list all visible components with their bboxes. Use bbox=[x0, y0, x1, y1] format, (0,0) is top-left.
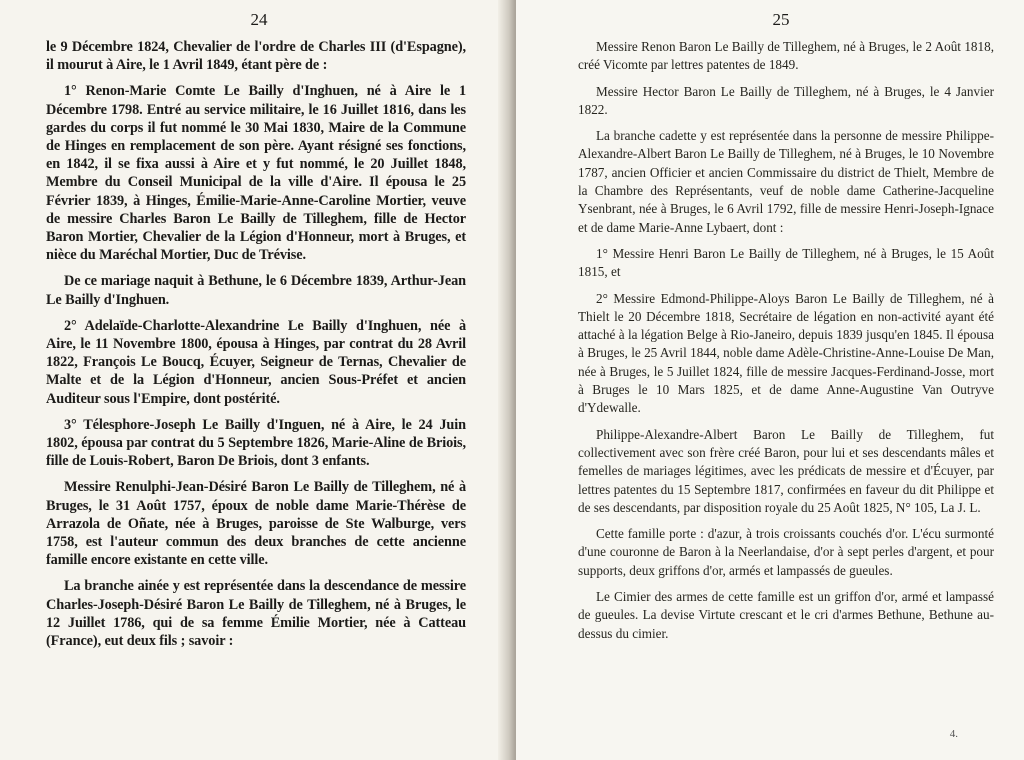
right-paragraph: Philippe-Alexandre-Albert Baron Le Bailly de Tilleghem, fut collectivement avec son frère créé Baron, pour lui et ses descendants mâles et femelles de mariages légitimes, avec les prédicats de messire et d'Écuyer, par lettres patentes du 15 Septembre 1817, confirmées en faveur du dit Philippe et de ses descendants, par disposition royale du 25 Août 1825, N° 105, La J. L. bbox=[578, 426, 994, 515]
left-paragraph: 3° Télesphore-Joseph Le Bailly d'Inguen, né à Aire, le 24 Juin 1802, épousa par contrat du 5 Septembre 1826, Marie-Aline de Briois, fille de Louis-Robert, Baron De Briois, dont 3 enfants. bbox=[46, 416, 466, 470]
right-paragraph: Le Cimier des armes de cette famille est un griffon d'or, armé et lampassé de gueules. La devise Virtute crescant et le cri d'armes Bethune, Bethune au-dessus du cimier. bbox=[578, 589, 994, 641]
signature-mark: 4. bbox=[949, 728, 958, 740]
right-paragraph: Messire Hector Baron Le Bailly de Tilleghem, né à Bruges, le 4 Janvier 1822. bbox=[578, 83, 994, 117]
left-page-number: 24 bbox=[250, 10, 268, 29]
right-paragraph: Cette famille porte : d'azur, à trois croissants couchés d'or. L'écu surmonté d'une couronne de Baron à la Neerlandaise, d'or à sept perles d'argent, et pour supports, deux griffons d'or, armés et lampassés de gueules. bbox=[578, 526, 994, 578]
right-page-number: 25 bbox=[772, 10, 790, 29]
right-paragraph: 1° Messire Henri Baron Le Bailly de Tilleghem, né à Bruges, le 15 Août 1815, et bbox=[578, 245, 994, 280]
left-page bbox=[0, 0, 510, 760]
right-page bbox=[516, 0, 1024, 760]
left-paragraph: La branche ainée y est représentée dans la descendance de messire Charles-Joseph-Désiré Baron Le Bailly de Tilleghem, né à Bruges, le 12 Juillet 1786, qui de sa femme Émilie Mortier, née à Catteau (France), eut deux fils ; savoir : bbox=[46, 578, 466, 650]
left-paragraph: 2° Adelaïde-Charlotte-Alexandrine Le Bailly d'Inghuen, née à Aire, le 11 Novembre 1800, épousa à Hinges, par contrat du 28 Avril 1822, François Le Boucq, Écuyer, Seigneur de Ternas, Chevalier de Malte et de la Légion d'Honneur, ancien Sous-Préfet et ancien Auditeur sous l'Empire, dont postérité. bbox=[46, 317, 466, 407]
right-paragraph: Messire Renon Baron Le Bailly de Tilleghem, né à Bruges, le 2 Août 1818, créé Vicomte par lettres patentes de 1849. bbox=[578, 39, 994, 73]
right-paragraph: 2° Messire Edmond-Philippe-Aloys Baron Le Bailly de Tilleghem, né à Thielt le 20 Décembre 1818, Secrétaire de légation en non-activité ayant été attaché à la légation Belge à Rio-Janeiro, depuis 1839 jusqu'en 1845. Il épousa à Bruges, le 25 Avril 1844, noble dame Adèle-Christine-Anne-Louise De Man, née à Bruges, le 5 Juillet 1824, fille de messire Jacques-Ferdinand-Josse, mort à Bruges le 10 Mars 1825, et de dame Anne-Augustine Van Outryve d'Ydewalle. bbox=[578, 290, 994, 416]
left-paragraph: De ce mariage naquit à Bethune, le 6 Décembre 1839, Arthur-Jean Le Bailly d'Inghuen. bbox=[46, 273, 466, 308]
left-paragraph: Messire Renulphi-Jean-Désiré Baron Le Bailly de Tilleghem, né à Bruges, le 31 Août 1757, époux de noble dame Marie-Thérèse de Arrazola de Oñate, née à Bruges, paroisse de Ste Walburge, vers 1758, est l'auteur commun des deux branches de cette ancienne famille encore existante en cette ville. bbox=[46, 479, 466, 569]
left-paragraph: 1° Renon-Marie Comte Le Bailly d'Inghuen, né à Aire le 1 Décembre 1798. Entré au service militaire, le 16 Juillet 1816, dans les gardes du corps il fut nommé le 30 Mai 1830, Maire de la Commune de Hinges en remplacement de son père. Ayant résigné ses fonctions, en 1842, il se fixa aussi à Aire et y fut nommé, le 20 Juillet 1848, Membre du Conseil Municipal de la ville d'Aire. Il épousa le 25 Février 1839, à Hinges, Émilie-Marie-Anne-Caroline Mortier, veuve de messire Charles Baron Le Bailly de Tilleghem, fille de Hector Baron Mortier, Chevalier de la Légion d'Honneur, mort à Bruges, et nièce du Maréchal Mortier, Duc de Trévise. bbox=[46, 83, 466, 264]
right-paragraph: La branche cadette y est représentée dans la personne de messire Philippe-Alexandre-Albert Baron Le Bailly de Tilleghem, né à Bruges, le 10 Novembre 1787, ancien Officier et ancien Commissaire du district de Thielt, Membre de la Chambre des Représentants, veuf de noble dame Catherine-Jacqueline Ysenbrant, née à Bruges, le 6 Avril 1792, fille de messire Henri-Joseph-Ignace et de dame Marie-Anne Lybaert, dont : bbox=[578, 128, 994, 235]
left-paragraph: le 9 Décembre 1824, Chevalier de l'ordre de Charles III (d'Espagne), il mourut à Aire, le 1 Avril 1849, étant père de : bbox=[46, 39, 466, 74]
